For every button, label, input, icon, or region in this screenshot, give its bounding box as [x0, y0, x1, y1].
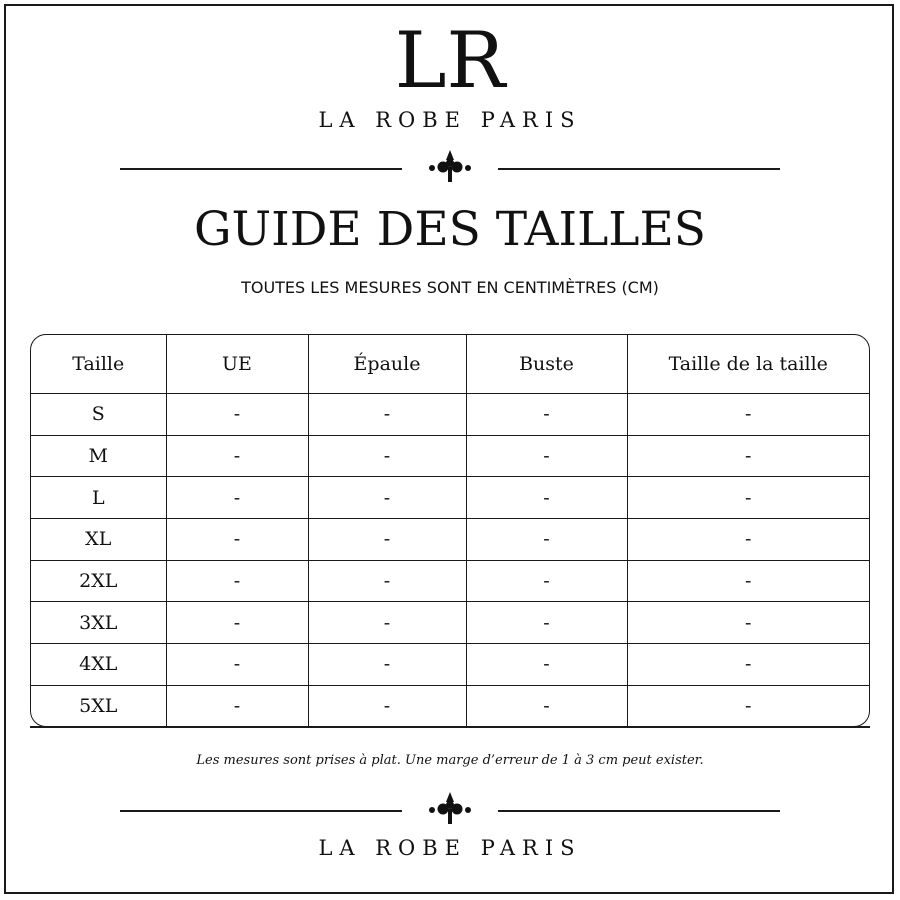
cell-eu: -	[166, 685, 308, 726]
column-header-bust: Buste	[466, 335, 627, 394]
column-header-eu: UE	[166, 335, 308, 394]
cell-shoulder: -	[308, 435, 466, 477]
cell-size: 5XL	[31, 685, 166, 726]
table-row	[31, 643, 869, 685]
measurement-note: Les mesures sont prises à plat. Une marge d’erreur de 1 à 3 cm peut exister.	[196, 753, 704, 768]
table-row	[31, 602, 869, 644]
cell-eu: -	[166, 560, 308, 602]
cell-size: S	[31, 394, 166, 436]
cell-waist: -	[627, 394, 869, 436]
cell-waist: -	[627, 518, 869, 560]
table-row	[31, 560, 869, 602]
cell-bust: -	[466, 477, 627, 519]
cell-shoulder: -	[308, 477, 466, 519]
column-header-shoulder: Épaule	[308, 335, 466, 394]
cell-shoulder: -	[308, 643, 466, 685]
brand-name-bottom: LA ROBE PARIS	[318, 836, 582, 860]
fleur-de-lis-icon	[427, 150, 473, 186]
cell-shoulder: -	[308, 685, 466, 726]
cell-bust: -	[466, 394, 627, 436]
divider-left-top	[120, 168, 402, 170]
fleur-de-lis-icon	[427, 792, 473, 828]
table-bottom-rule	[30, 726, 870, 728]
cell-eu: -	[166, 602, 308, 644]
table-header-row	[31, 335, 869, 394]
cell-bust: -	[466, 435, 627, 477]
table-row	[31, 685, 869, 726]
cell-eu: -	[166, 643, 308, 685]
cell-waist: -	[627, 602, 869, 644]
cell-size: M	[31, 435, 166, 477]
cell-size: XL	[31, 518, 166, 560]
cell-bust: -	[466, 602, 627, 644]
cell-shoulder: -	[308, 602, 466, 644]
size-chart-table	[30, 334, 870, 727]
cell-bust: -	[466, 560, 627, 602]
table-row	[31, 435, 869, 477]
monogram-logo: LR	[394, 16, 506, 106]
cell-shoulder: -	[308, 560, 466, 602]
cell-eu: -	[166, 435, 308, 477]
cell-waist: -	[627, 560, 869, 602]
cell-eu: -	[166, 477, 308, 519]
cell-shoulder: -	[308, 518, 466, 560]
cell-bust: -	[466, 685, 627, 726]
cell-size: 2XL	[31, 560, 166, 602]
brand-name-top: LA ROBE PARIS	[318, 108, 582, 132]
cell-bust: -	[466, 643, 627, 685]
cell-eu: -	[166, 394, 308, 436]
cell-waist: -	[745, 694, 752, 717]
divider-left-bottom	[120, 810, 402, 812]
cell-size: 4XL	[31, 643, 166, 685]
cell-waist: -	[627, 477, 869, 519]
table-row	[31, 477, 869, 519]
divider-right-bottom	[498, 810, 780, 812]
cell-bust: -	[466, 518, 627, 560]
cell-waist: -	[627, 643, 869, 685]
column-header-size: Taille	[31, 335, 166, 394]
cell-size: L	[31, 477, 166, 519]
page-subtitle: TOUTES LES MESURES SONT EN CENTIMÈTRES (CM)	[241, 278, 659, 297]
divider-right-top	[498, 168, 780, 170]
cell-waist: -	[627, 435, 869, 477]
table-row	[31, 518, 869, 560]
cell-shoulder: -	[308, 394, 466, 436]
cell-size: 3XL	[31, 602, 166, 644]
column-header-waist: Taille de la taille	[627, 335, 869, 394]
table-row	[31, 394, 869, 436]
cell-eu: -	[166, 518, 308, 560]
page-title: GUIDE DES TAILLES	[194, 202, 706, 257]
